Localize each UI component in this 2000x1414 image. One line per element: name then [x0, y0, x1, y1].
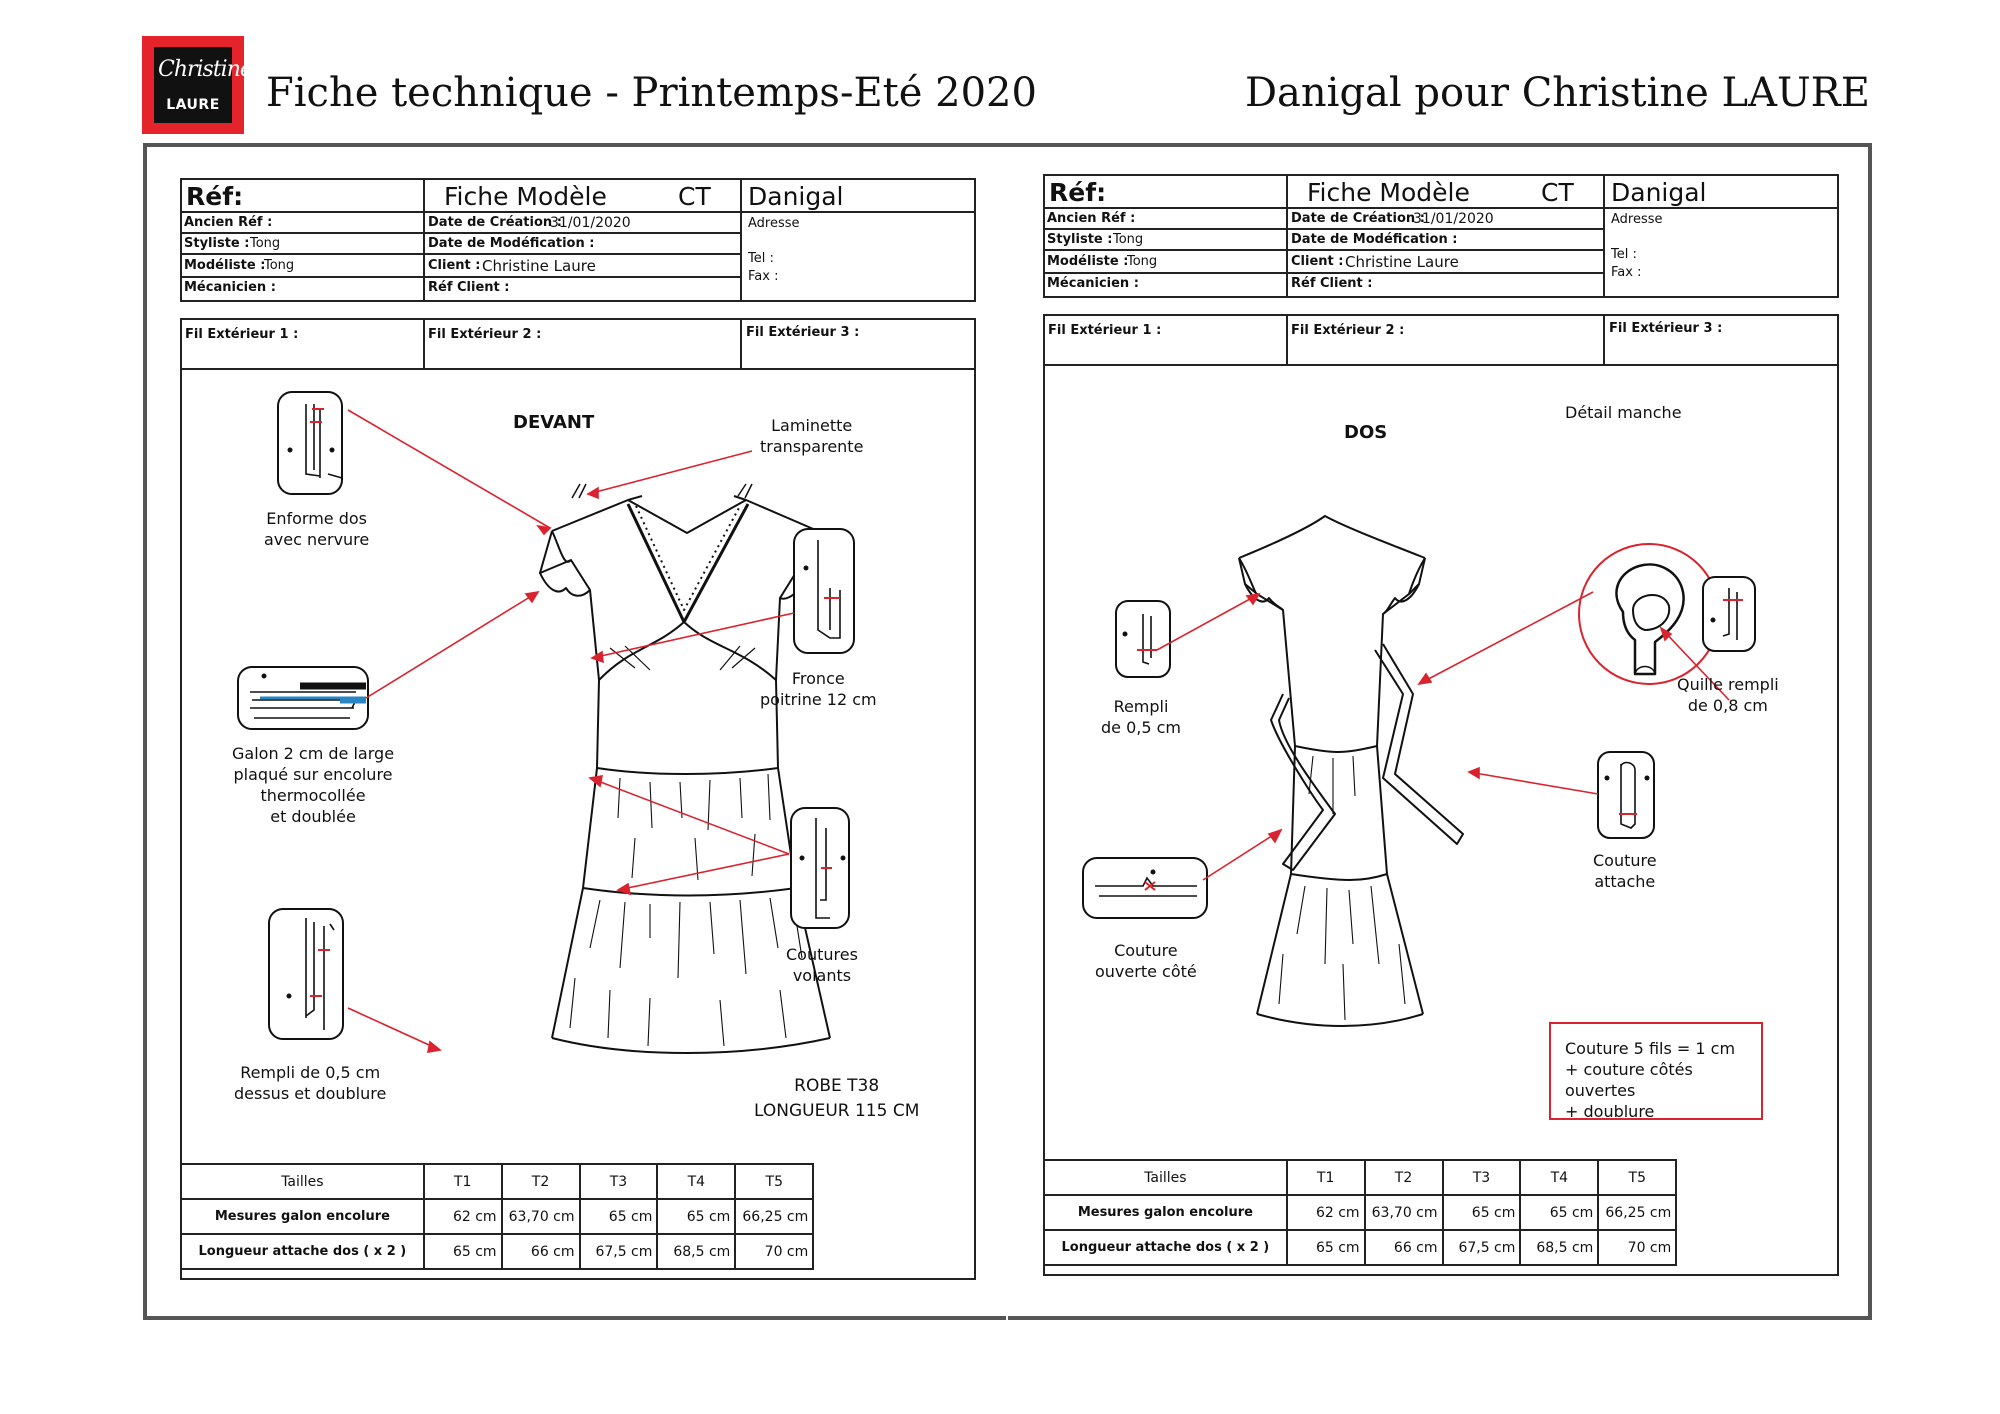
label-fronce: Fronce poitrine 12 cm: [760, 669, 877, 709]
rempli-pointer: [348, 1008, 440, 1050]
label-rempli: Rempli de 0,5 cm: [1101, 697, 1181, 737]
tel-label: Tel :: [1611, 247, 1637, 262]
label-rempli: Rempli de 0,5 cm dessus et doublure: [234, 1063, 387, 1103]
tel-label: Tel :: [748, 251, 774, 266]
table-cell: 65 cm: [657, 1199, 735, 1234]
size-header: T4: [657, 1164, 735, 1199]
coutures-detail-icon: [791, 808, 849, 928]
logo-mark: [154, 47, 252, 123]
size-header: T2: [1365, 1160, 1443, 1195]
logo-brand-text: LAURE: [166, 97, 220, 113]
modeliste-value: Tong: [264, 258, 295, 273]
cote-pointer: [1203, 830, 1281, 880]
fil-exterieur-2: Fil Extérieur 2 :: [428, 327, 542, 342]
size-header: T5: [735, 1164, 813, 1199]
front-tier-2-seam: [583, 888, 796, 896]
adresse-label: Adresse: [1611, 212, 1663, 227]
table-cell: 66,25 cm: [735, 1199, 813, 1234]
date-creation-label: Date de Création :: [428, 215, 562, 230]
brand-logo: [142, 36, 252, 134]
client-label: Client :: [428, 258, 481, 273]
styliste-value: Tong: [250, 236, 281, 251]
client-value: Christine Laure: [1345, 253, 1459, 271]
page-brand: Danigal pour Christine LAURE: [1244, 70, 1870, 116]
table-cell: 62 cm: [1287, 1195, 1365, 1230]
sleeve-detail-pointer: [1419, 592, 1593, 684]
label-galon: Galon 2 cm de large plaqué sur encolure thermocollée et doublée: [232, 744, 395, 826]
view-title-dos: DOS: [1344, 422, 1388, 443]
size-table-dos: [1043, 1159, 1839, 1266]
table-cell: 70 cm: [1598, 1230, 1676, 1265]
table-row: [1044, 1195, 1838, 1230]
date-creation-label: Date de Création :: [1291, 211, 1425, 226]
rempli-pointer: [1157, 594, 1259, 650]
adresse-label: Adresse: [748, 216, 800, 231]
coutures-pointer-bottom: [618, 854, 789, 890]
size-header: T2: [502, 1164, 580, 1199]
attache-pointer: [1469, 772, 1598, 794]
laminette-pointer: [588, 451, 752, 494]
logo-script-text: Christine: [158, 57, 252, 82]
label-laminette: Laminette transparente: [760, 416, 864, 456]
date-modification-label: Date de Modéfication :: [428, 236, 595, 251]
table-cell: 65 cm: [1287, 1230, 1365, 1265]
label-coutures: Coutures volants: [786, 945, 858, 985]
size-header: T3: [1443, 1160, 1521, 1195]
fronce-pointer: [592, 613, 794, 658]
right-tie: [1375, 644, 1463, 844]
front-left-side: [540, 531, 599, 680]
styliste-label: Styliste :: [184, 236, 250, 251]
table-cell: 70 cm: [735, 1234, 813, 1269]
modeliste-label: Modéliste :: [1047, 254, 1129, 269]
date-modification-label: Date de Modéfication :: [1291, 232, 1458, 247]
size-header-label: Tailles: [1044, 1160, 1287, 1195]
ancien-ref-label: Ancien Réf :: [184, 215, 273, 230]
table-cell: 67,5 cm: [1443, 1230, 1521, 1265]
row-label: Longueur attache dos ( x 2 ): [1044, 1230, 1287, 1265]
front-tier-1-seam: [597, 768, 778, 774]
robe-info: ROBE T38 LONGUEUR 115 CM: [754, 1076, 920, 1121]
table-cell: 66 cm: [1365, 1230, 1443, 1265]
company-name: Danigal: [1611, 178, 1707, 207]
label-quille: Quille rempli de 0,8 cm: [1677, 675, 1779, 715]
cote-detail-icon: [1083, 858, 1207, 918]
sheet-dos: [1043, 174, 1839, 1304]
enforme-detail-icon: [278, 392, 342, 494]
ref-client-label: Réf Client :: [428, 280, 510, 295]
size-header-label: Tailles: [181, 1164, 424, 1199]
size-table-devant: [180, 1163, 976, 1270]
label-enforme: Enforme dos avec nervure: [264, 509, 370, 549]
styliste-label: Styliste :: [1047, 232, 1113, 247]
table-row: [1044, 1230, 1838, 1265]
model-code: CT: [678, 182, 711, 211]
ref-label: Réf:: [186, 182, 244, 211]
sheet-devant: [180, 178, 976, 1308]
size-header: T3: [580, 1164, 658, 1199]
label-couture-cote: Couture ouverte côté: [1095, 941, 1197, 981]
modeliste-label: Modéliste :: [184, 258, 266, 273]
attache-detail-icon: [1598, 752, 1654, 838]
left-tie: [1271, 694, 1335, 870]
back-tier-2-seam: [1291, 874, 1387, 880]
mecanicien-label: Mécanicien :: [1047, 276, 1139, 291]
back-left-side: [1239, 558, 1295, 746]
size-header: T5: [1598, 1160, 1676, 1195]
row-label: Mesures galon encolure: [1044, 1195, 1287, 1230]
coutures-pointer-top: [590, 778, 789, 854]
table-cell: 66 cm: [502, 1234, 580, 1269]
galon-pointer: [366, 592, 538, 698]
fil-exterieur-1: Fil Extérieur 1 :: [1048, 323, 1162, 338]
page-title: Fiche technique - Printemps-Eté 2020: [266, 70, 1037, 116]
fil-exterieur-3: Fil Extérieur 3 :: [1609, 321, 1723, 336]
company-name: Danigal: [748, 182, 844, 211]
ref-label: Réf:: [1049, 178, 1107, 207]
back-neckline: [1239, 516, 1425, 558]
table-cell: 65 cm: [1520, 1195, 1598, 1230]
back-dress-drawing: [1043, 174, 1839, 1304]
fiche-label: Fiche Modèle: [444, 182, 607, 211]
row-label: Mesures galon encolure: [181, 1199, 424, 1234]
table-cell: 67,5 cm: [580, 1234, 658, 1269]
fax-label: Fax :: [1611, 265, 1642, 280]
model-code: CT: [1541, 178, 1574, 207]
table-cell: 65 cm: [424, 1234, 502, 1269]
date-creation-value: 31/01/2020: [550, 215, 631, 231]
ref-client-label: Réf Client :: [1291, 276, 1373, 291]
client-value: Christine Laure: [482, 257, 596, 275]
back-tier-1-seam: [1295, 746, 1377, 752]
size-header: T4: [1520, 1160, 1598, 1195]
fil-exterieur-1: Fil Extérieur 1 :: [185, 327, 299, 342]
fil-exterieur-2: Fil Extérieur 2 :: [1291, 323, 1405, 338]
table-cell: 63,70 cm: [502, 1199, 580, 1234]
table-cell: 68,5 cm: [657, 1234, 735, 1269]
table-cell: 65 cm: [580, 1199, 658, 1234]
table-cell: 68,5 cm: [1520, 1230, 1598, 1265]
table-cell: 66,25 cm: [1598, 1195, 1676, 1230]
date-creation-value: 31/01/2020: [1413, 211, 1494, 227]
frame-divider: [1006, 1308, 1008, 1322]
view-title-devant: DEVANT: [513, 412, 595, 433]
table-cell: 63,70 cm: [1365, 1195, 1443, 1230]
front-shoulder-line: [552, 500, 818, 533]
couture-note: Couture 5 fils = 1 cm + couture côtés ouvertes + doublure: [1549, 1022, 1763, 1120]
styliste-value: Tong: [1113, 232, 1144, 247]
mecanicien-label: Mécanicien :: [184, 280, 276, 295]
front-hem: [552, 1038, 830, 1053]
table-row: [181, 1199, 975, 1234]
ancien-ref-label: Ancien Réf :: [1047, 211, 1136, 226]
fiche-label: Fiche Modèle: [1307, 178, 1470, 207]
client-label: Client :: [1291, 254, 1344, 269]
fil-exterieur-3: Fil Extérieur 3 :: [746, 325, 860, 340]
fax-label: Fax :: [748, 269, 779, 284]
size-header: T1: [424, 1164, 502, 1199]
table-cell: 65 cm: [1443, 1195, 1521, 1230]
table-cell: 62 cm: [424, 1199, 502, 1234]
table-row: [181, 1234, 975, 1269]
back-hem: [1257, 1014, 1423, 1026]
size-header: T1: [1287, 1160, 1365, 1195]
modeliste-value: Tong: [1127, 254, 1158, 269]
row-label: Longueur attache dos ( x 2 ): [181, 1234, 424, 1269]
label-couture-attache: Couture attache: [1593, 851, 1657, 891]
label-detail-manche: Détail manche: [1565, 403, 1682, 422]
